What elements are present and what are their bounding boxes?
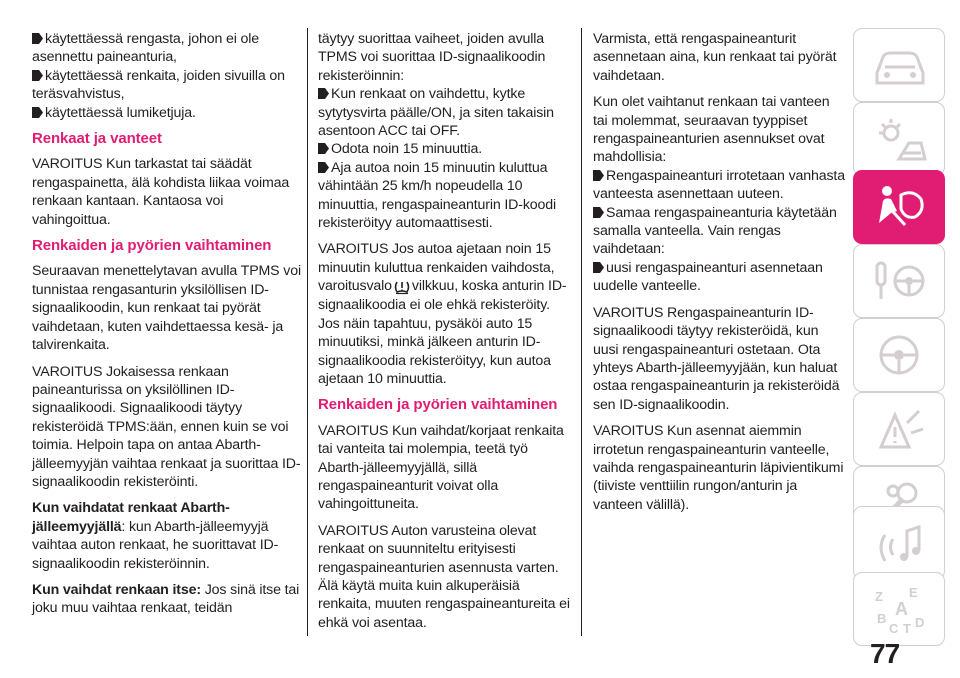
bullet-item: Kun renkaat on vaihdettu, kytke sytytysvirta päälle/ON, ja siten takaisin asentoon ACC tai OFF. [318, 86, 554, 140]
bullet-item: uusi rengaspaineanturi asennetaan uudelle vanteelle. [593, 259, 823, 295]
body-paragraph: Seuraavan menettelytavan avulla TPMS voi tunnistaa rengasanturin yksilöllisen ID-signaalikoodin, kun renkaat tai pyörät vaihdetaan, kuten vaihdettaessa kesä- ja talvirenkaita. [32, 263, 301, 354]
body-paragraph: Varmista, että rengaspaineanturit asennetaan aina, kun renkaat tai pyörät vaihdetaan. [593, 31, 837, 84]
bullet-item: käytettäessä rengasta, johon ei ole asennettu paineanturia, [32, 31, 260, 66]
svg-text:A: A [895, 599, 908, 619]
section-heading: Renkaiden ja pyörien vaihtaminen [32, 237, 272, 255]
warning-paragraph: VAROITUS Jos autoa ajetaan noin 15 minuutin kuluttua renkaiden vaihdosta, varoitusvalo vilkkuu, koska anturin ID-signaalikoodia ei ole ehkä rekisteröity. Jos näin tapahtuu, pysäköi auto 15 minuutiksi, minkä jälkeen anturin ID-signaalikoodia rekisteröityy, kun autoa ajetaan 10 minuuttia. [318, 241, 567, 387]
bullet-arrow-icon [32, 107, 43, 118]
warning-paragraph: VAROITUS Auton varusteina olevat renkaat on suunniteltu erityisesti rengaspaineanturien asennusta varten. Älä käytä muita kuin alkuperäisiä renkaita, muuten rengaspaineantureita ei ehkä voi asentaa. [318, 522, 570, 631]
bullet-item: käytettäessä renkaita, joiden sivuilla on teräsvahvistus, [32, 67, 285, 103]
tire-pressure-warning-icon [393, 278, 411, 296]
bullet-arrow-icon [593, 262, 604, 273]
bullet-arrow-icon [32, 70, 43, 81]
svg-text:Z: Z [875, 589, 883, 604]
tab-multimedia[interactable] [853, 506, 945, 580]
airbag-safety-icon [869, 181, 929, 233]
section-heading: Renkaat ja vanteet [32, 130, 162, 148]
multimedia-icon [869, 517, 929, 569]
svg-text:E: E [909, 585, 918, 600]
body-paragraph: Kun vaihdatat renkaat Abarth-jälleemyyjällä: kun Abarth-jälleemyyjä vaihtaa auton renkaat, he suorittavat ID-signaalikoodin rekisteröinnin. [32, 500, 279, 572]
bold-lead: Kun vaihdat renkaan itse: [32, 581, 201, 598]
key-steering-icon [869, 255, 929, 307]
section-heading: Renkaiden ja pyörien vaihtaminen [318, 396, 558, 414]
svg-text:B: B [877, 611, 887, 626]
column-divider [307, 28, 308, 636]
warning-paragraph: VAROITUS Rengaspaineanturin ID-signaalikoodi täytyy rekisteröidä, kun uusi rengaspaineanturi ostetaan. Ota yhteys Abarth-jälleemyyjään, kun haluat ostaa rengaspaineanturin ja rekisteröidä sen ID-signaalikoodin. [593, 304, 840, 413]
warning-paragraph: VAROITUS Kun asennat aiemmin irrotetun rengaspaineanturin vanteelle, vaihda rengaspaineanturin läpivientikumi (tiiviste venttiilin rungon/anturin ja vanteen välillä). [593, 423, 844, 513]
column-divider [581, 28, 582, 636]
svg-text:T: T [903, 621, 911, 635]
bullet-item: Aja autoa noin 15 minuutin kuluttua vähintään 25 km/h nopeudella 10 minuuttia, rengaspaineanturin ID-koodi rekisteröityy automaattisesti. [318, 159, 556, 232]
tab-emergency[interactable] [853, 392, 945, 466]
bullet-arrow-icon [593, 207, 604, 218]
column-1 [32, 30, 302, 626]
column-3 [593, 30, 845, 522]
bullet-item: Rengaspaineanturi irrotetaan vanhasta vanteesta asennettaan uuteen. [593, 167, 845, 203]
bullet-arrow-icon [318, 162, 329, 173]
svg-text:D: D [915, 615, 925, 630]
tab-starting-driving[interactable] [853, 244, 945, 318]
bullet-item: Odota noin 15 minuuttia. [318, 140, 574, 158]
bullet-item: käytettäessä lumiketjuja. [32, 104, 302, 122]
car-dashboard-icon [869, 39, 929, 91]
bold-lead: Kun vaihdatat renkaat Abarth-jälleemyyjällä [32, 500, 230, 535]
tab-driving[interactable] [853, 318, 945, 392]
bullet-arrow-icon [32, 33, 43, 44]
tab-warning-lights[interactable] [853, 102, 945, 176]
emergency-warning-icon [869, 403, 929, 455]
index-icon [869, 583, 929, 635]
body-paragraph: täytyy suorittaa vaiheet, joiden avulla TPMS voi suorittaa ID-signaalikoodin rekisteröinnin: [318, 31, 546, 84]
bullet-item: Samaa rengaspaineanturia käytetään samalla vanteella. Vain rengas vaihdetaan: [593, 204, 837, 258]
bullet-arrow-icon [318, 143, 329, 154]
svg-text:C: C [889, 621, 899, 635]
body-paragraph: Kun vaihdat renkaan itse: Jos sinä itse tai joku muu vaihtaa renkaat, teidän [32, 581, 300, 617]
tab-safety[interactable] [853, 170, 945, 244]
column-2 [318, 30, 574, 640]
driving-road-icon [869, 329, 929, 381]
tab-index[interactable] [853, 572, 945, 646]
bullet-arrow-icon [318, 88, 329, 99]
tab-dashboard[interactable] [853, 28, 945, 102]
warning-lights-icon [869, 113, 929, 165]
warning-paragraph: VAROITUS Kun tarkastat tai säädät rengaspainetta, älä kohdista liikaa voimaa renkaan kantaan. Kantaosa voi vahingoittua. [32, 156, 290, 228]
warning-paragraph: VAROITUS Kun vaihdat/korjaat renkaita tai vanteita tai molempia, teetä työ Abarth-jälleemyyjällä, sillä rengaspaineanturit voivat olla vahingoittuneita. [318, 422, 564, 513]
body-paragraph: Kun olet vaihtanut renkaan tai vanteen tai molemmat, seuraavan tyyppiset rengaspaineanturien asennukset ovat mahdollisia: [593, 94, 830, 166]
warning-paragraph: VAROITUS Jokaisessa renkaan paineanturissa on yksilöllinen ID-signaalikoodi. Signaalikoodi täytyy rekisteröidä TPMS:ään, ennen kuin se voi toimia. Helpoin tapa on antaa Abarth-jälleemyyjän vaihtaa renkaat ja suorittaa ID-signaalikoodin rekisteröinti. [32, 363, 301, 490]
page-number: 77 [870, 638, 900, 669]
bullet-arrow-icon [593, 170, 604, 181]
